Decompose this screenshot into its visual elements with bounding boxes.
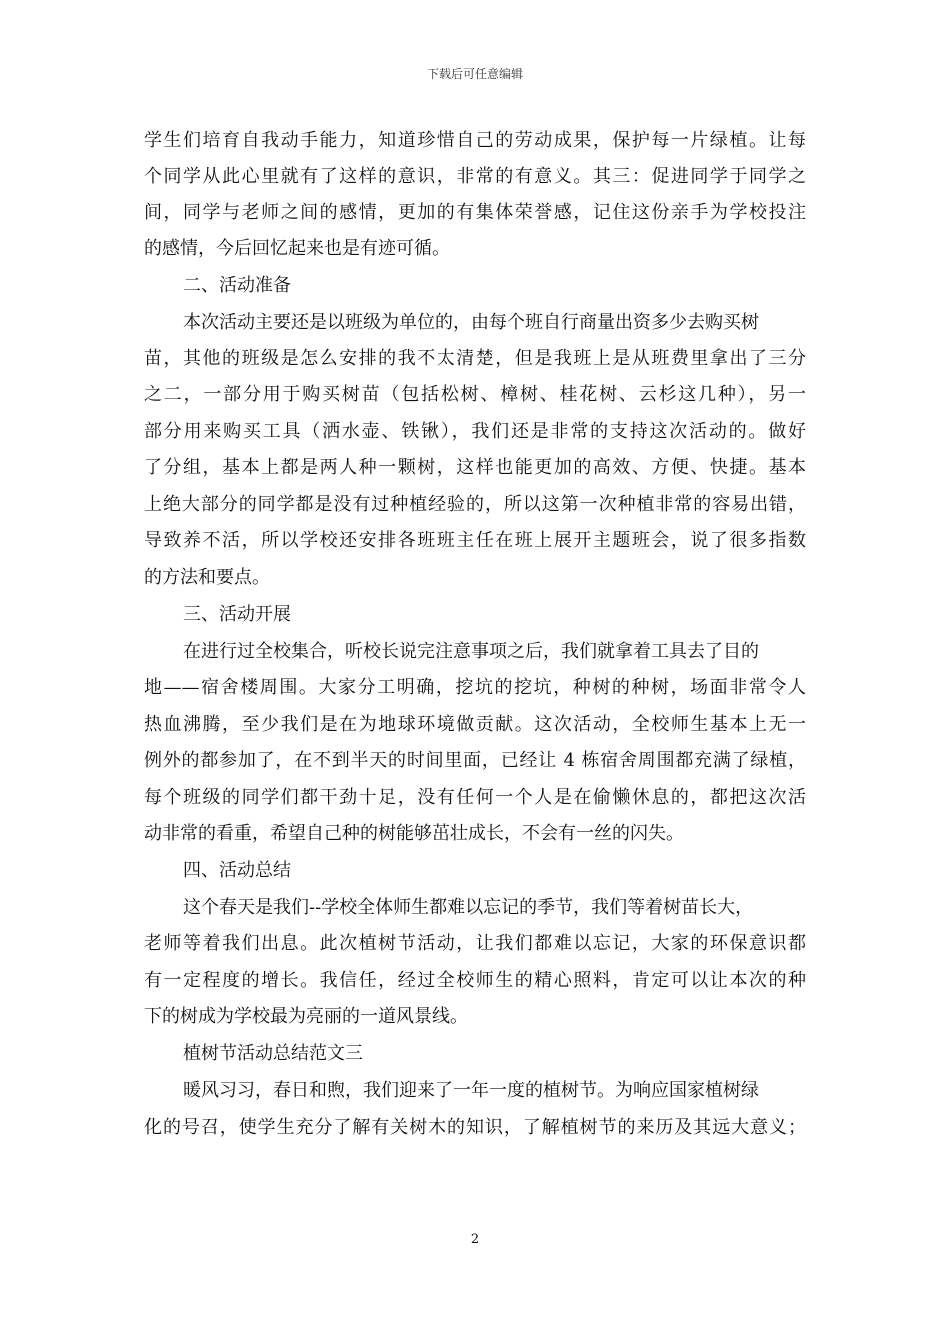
body-line: 地——宿舍楼周围。大家分工明确，挖坑的挖坑，种树的种树，场面非常令人 bbox=[144, 677, 806, 698]
page-number: 2 bbox=[470, 1232, 480, 1247]
body-line: 的感情，今后回忆起来也是有迹可循。 bbox=[144, 238, 450, 259]
body-line: 苗，其他的班级是怎么安排的我不太清楚，但是我班上是从班费里拿出了三分 bbox=[144, 348, 806, 369]
body-line: 学生们培育自我动手能力，知道珍惜自己的劳动成果，保护每一片绿植。让每 bbox=[144, 130, 806, 151]
body-line: 老师等着我们出息。此次植树节活动，让我们都难以忘记，大家的环保意识都 bbox=[144, 933, 806, 954]
body-line: 个同学从此心里就有了这样的意识，非常的有意义。其三：促进同学于同学之 bbox=[144, 166, 806, 187]
body-line: 有一定程度的增长。我信任，经过全校师生的精心照料，肯定可以让本次的种 bbox=[144, 970, 806, 991]
body-line: 在进行过全校集合，听校长说完注意事项之后，我们就拿着工具去了目的 bbox=[183, 641, 759, 662]
body-line: 的方法和要点。 bbox=[144, 567, 270, 588]
body-line: 这个春天是我们--学校全体师生都难以忘记的季节，我们等着树苗长大， bbox=[183, 897, 754, 918]
body-line: 下的树成为学校最为亮丽的一道风景线。 bbox=[144, 1006, 468, 1027]
section-heading: 三、活动开展 bbox=[183, 604, 291, 625]
body-line: 本次活动主要还是以班级为单位的，由每个班自行商量出资多少去购买树 bbox=[183, 312, 759, 333]
section-heading: 植树节活动总结范文三 bbox=[183, 1043, 363, 1064]
body-line: 动非常的看重，希望自己种的树能够茁壮成长，不会有一丝的闪失。 bbox=[144, 823, 684, 844]
body-line: 部分用来购买工具（洒水壶、铁锹），我们还是非常的支持这次活动的。做好 bbox=[144, 421, 806, 442]
body-line: 上绝大部分的同学都是没有过种植经验的，所以这第一次种植非常的容易出错， bbox=[144, 494, 806, 515]
body-line: 热血沸腾，至少我们是在为地球环境做贡献。这次活动，全校师生基本上无一 bbox=[144, 714, 806, 735]
body-line: 之二，一部分用于购买树苗（包括松树、樟树、桂花树、云杉这几种），另一 bbox=[144, 384, 806, 405]
body-line: 导致养不活，所以学校还安排各班班主任在班上展开主题班会，说了很多指数 bbox=[144, 530, 806, 551]
body-line: 暖风习习，春日和煦，我们迎来了一年一度的植树节。为响应国家植树绿 bbox=[183, 1080, 759, 1101]
body-line: 间，同学与老师之间的感情，更加的有集体荣誉感，记住这份亲手为学校投注 bbox=[144, 202, 806, 223]
body-line: 每个班级的同学们都干劲十足，没有任何一个人是在偷懒休息的，都把这次活 bbox=[144, 787, 806, 808]
body-line: 化的号召，使学生充分了解有关树木的知识，了解植树节的来历及其远大意义； bbox=[144, 1117, 806, 1138]
page-header: 下载后可任意编辑 bbox=[426, 67, 523, 81]
section-heading: 四、活动总结 bbox=[183, 860, 291, 881]
body-line: 了分组，基本上都是两人种一颗树，这样也能更加的高效、方便、快捷。基本 bbox=[144, 457, 806, 478]
body-line: 例外的都参加了，在不到半天的时间里面，已经让 4 栋宿舍周围都充满了绿植， bbox=[144, 750, 806, 771]
section-heading: 二、活动准备 bbox=[183, 275, 291, 296]
